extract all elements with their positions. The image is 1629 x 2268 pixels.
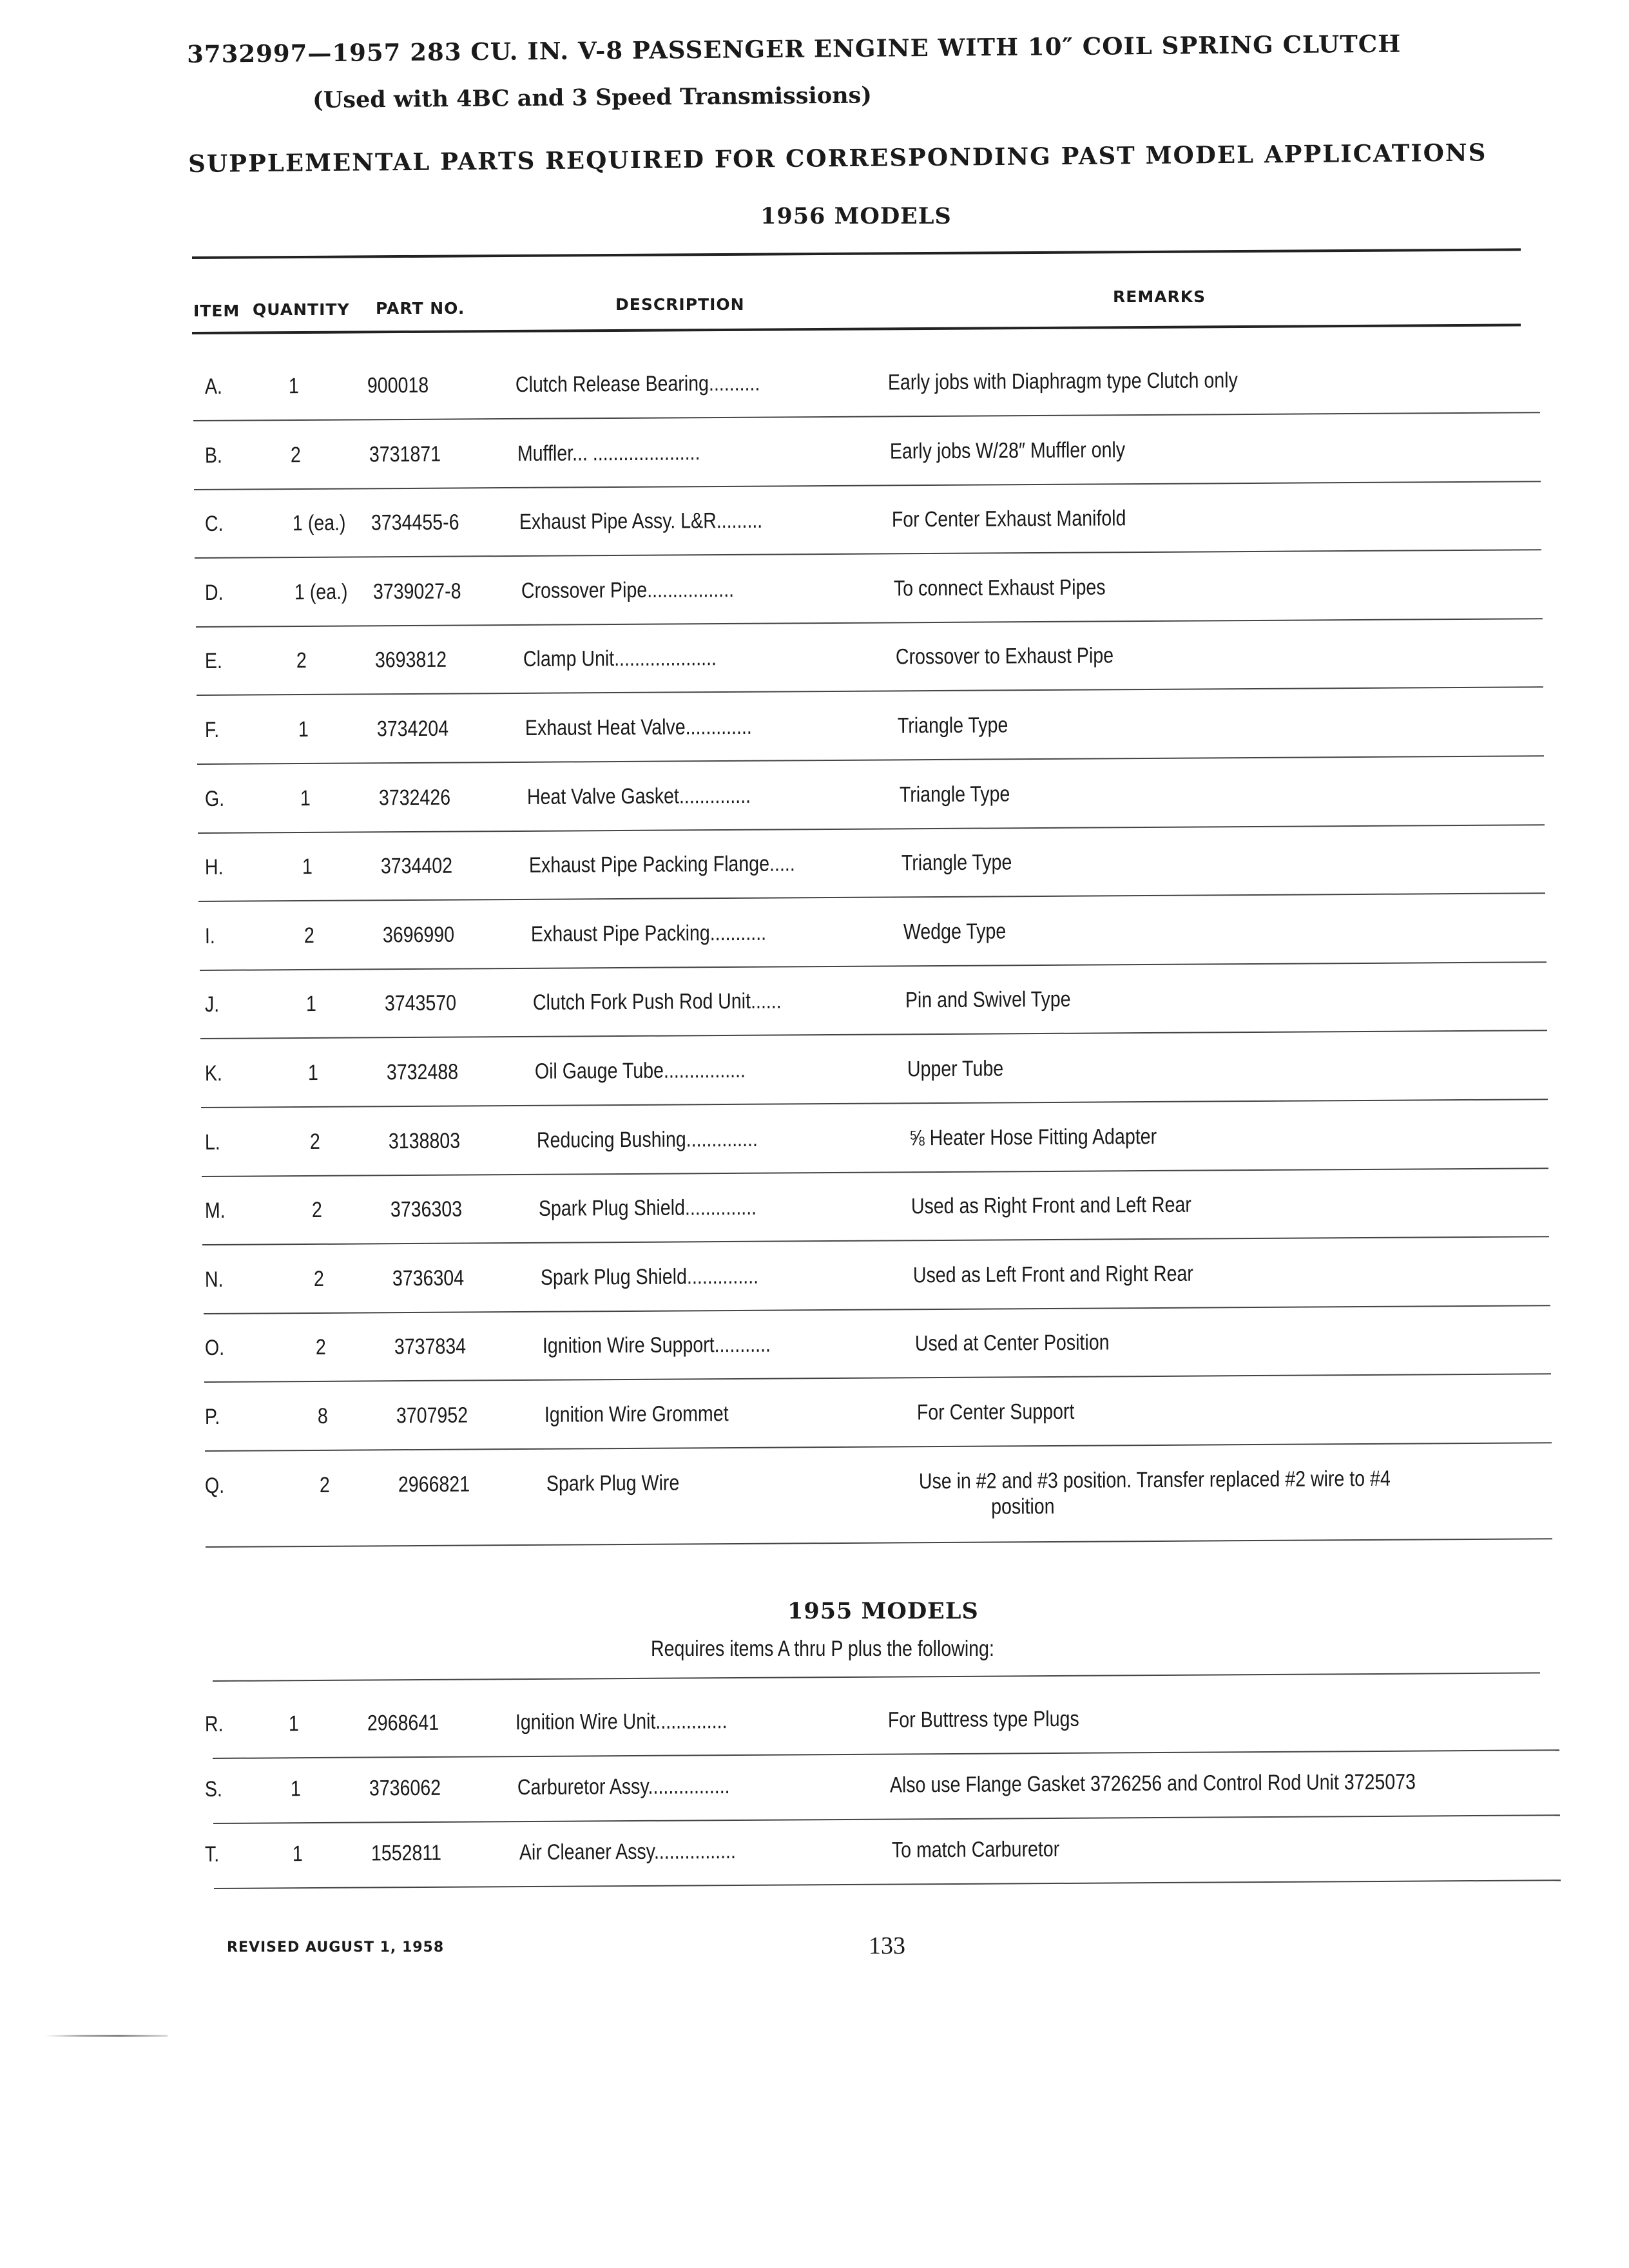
row-remarks: Early jobs W/28″ Muffler only (889, 437, 1126, 464)
row-item-letter: E. (204, 649, 223, 674)
row-divider (198, 824, 1545, 834)
row-quantity: 1 (300, 785, 311, 811)
models-1956-heading: 1956 MODELS (760, 203, 952, 229)
row-description: Exhaust Pipe Packing........... (530, 920, 767, 947)
row-item-letter: H. (204, 855, 224, 880)
row-part-number: 1552811 (371, 1841, 442, 1866)
row-quantity: 1 (307, 1060, 318, 1086)
column-header-description: DESCRIPTION (615, 295, 745, 314)
table-row (0, 1768, 1629, 1816)
table-row (0, 777, 1629, 825)
row-quantity: 2 (296, 648, 307, 673)
row-quantity: 2 (315, 1335, 326, 1360)
row-remarks: Triangle Type (897, 713, 1008, 738)
row-description: Spark Plug Wire (546, 1470, 680, 1496)
column-header-part-no: PART NO. (376, 299, 465, 318)
row-remarks: Used as Right Front and Left Rear (911, 1192, 1191, 1219)
section-title: SUPPLEMENTAL PARTS REQUIRED FOR CORRESPONDING PAST MODEL APPLICATIONS (188, 138, 1487, 178)
row-quantity: 2 (290, 442, 301, 467)
row-part-number: 3734204 (376, 716, 449, 742)
row-part-number: 3138803 (388, 1128, 461, 1153)
models-1955-note: Requires items A thru P plus the following: (651, 1637, 994, 1661)
row-description: Clamp Unit.................... (523, 646, 717, 672)
row-item-letter: O. (204, 1336, 225, 1361)
row-divider (197, 755, 1544, 765)
row-divider (201, 1099, 1548, 1108)
table-row (0, 503, 1629, 551)
row-remarks: Pin and Swivel Type (905, 987, 1071, 1013)
table-row (0, 846, 1629, 894)
row-item-letter: R. (204, 1711, 224, 1737)
row-divider (197, 687, 1543, 697)
table-row (0, 571, 1629, 619)
row-remarks: For Center Support (916, 1399, 1075, 1425)
row-description: Spark Plug Shield.............. (540, 1264, 759, 1290)
scan-mark (45, 2035, 168, 2037)
row-quantity: 8 (317, 1403, 328, 1428)
row-part-number: 3736303 (390, 1196, 463, 1222)
row-description: Clutch Release Bearing.......... (515, 370, 760, 398)
row-part-number: 3732426 (378, 785, 451, 811)
row-item-letter: J. (204, 992, 220, 1017)
row-part-number: 3736062 (369, 1775, 441, 1801)
row-item-letter: L. (204, 1129, 220, 1155)
row-quantity: 1 (302, 854, 313, 879)
row-item-letter: F. (204, 717, 220, 743)
row-divider (195, 549, 1541, 559)
row-divider (204, 1305, 1550, 1314)
row-quantity: 1 (305, 992, 316, 1017)
row-description: Ignition Wire Support........... (542, 1332, 771, 1359)
row-part-number: 3731871 (369, 441, 441, 467)
row-part-number: 2966821 (398, 1472, 470, 1497)
row-divider (204, 1374, 1551, 1383)
row-quantity: 1 (298, 717, 309, 742)
row-part-number: 3707952 (396, 1403, 468, 1428)
row-divider (213, 1814, 1560, 1824)
row-part-number: 3732488 (386, 1059, 459, 1085)
row-description: Ignition Wire Grommet (544, 1401, 729, 1427)
row-remarks: Upper Tube (907, 1056, 1004, 1082)
row-item-letter: S. (204, 1776, 223, 1802)
row-divider (213, 1749, 1559, 1759)
row-quantity: 2 (309, 1129, 320, 1154)
row-part-number: 3743570 (384, 991, 457, 1016)
row-description: Exhaust Heat Valve............. (525, 714, 752, 741)
engine-subtitle: (Used with 4BC and 3 Speed Transmissions) (313, 82, 872, 113)
row-quantity: 2 (319, 1472, 330, 1497)
table-row (0, 1833, 1629, 1881)
table-row (0, 709, 1629, 757)
row-item-letter: I. (204, 923, 215, 948)
column-header-item: ITEM (193, 302, 240, 320)
table-row (0, 434, 1629, 482)
row-item-letter: T. (204, 1842, 220, 1867)
row-quantity: 1 (288, 374, 299, 399)
row-divider (193, 412, 1540, 421)
row-divider (196, 618, 1543, 628)
row-remarks-continued: position (991, 1494, 1055, 1519)
table-row (0, 983, 1629, 1032)
column-header-remarks: REMARKS (1113, 287, 1206, 306)
table-row (0, 1052, 1629, 1100)
row-item-letter: N. (204, 1267, 224, 1292)
row-part-number: 3734402 (380, 853, 453, 879)
row-divider (202, 1236, 1549, 1245)
row-part-number: 2968641 (367, 1710, 439, 1736)
row-remarks: Triangle Type (901, 850, 1012, 876)
engine-title: 3732997—1957 283 CU. IN. V-8 PASSENGER ENGINE WITH 10″ COIL SPRING CLUTCH (187, 29, 1402, 68)
row-part-number: 3734455-6 (371, 510, 459, 535)
row-remarks: Wedge Type (903, 919, 1007, 945)
table-row (0, 1120, 1629, 1169)
row-quantity: 1 (292, 1841, 303, 1867)
row-description: Crossover Pipe................. (521, 577, 735, 603)
row-description: Muffler... ..................... (517, 439, 700, 466)
table-row (0, 1258, 1629, 1306)
row-divider (200, 961, 1547, 971)
row-remarks: Early jobs with Diaphragm type Clutch only (887, 368, 1238, 395)
row-part-number: 3736304 (392, 1265, 465, 1291)
row-part-number: 3737834 (394, 1334, 467, 1360)
row-divider (194, 481, 1541, 490)
table-row (0, 1703, 1629, 1751)
row-item-letter: P. (204, 1404, 220, 1430)
row-item-letter: D. (204, 580, 224, 605)
row-remarks: For Buttress type Plugs (887, 1706, 1079, 1733)
row-divider (205, 1442, 1552, 1452)
row-description: Exhaust Pipe Packing Flange..... (528, 851, 795, 878)
row-part-number: 3739027-8 (372, 579, 461, 604)
row-remarks: To connect Exhaust Pipes (893, 575, 1106, 601)
row-part-number: 3696990 (382, 922, 455, 948)
row-quantity: 2 (311, 1198, 322, 1223)
row-quantity: 1 (290, 1776, 301, 1802)
row-quantity: 1 (288, 1711, 299, 1736)
row-remarks: To match Carburetor (891, 1837, 1060, 1863)
row-quantity: 2 (304, 923, 314, 948)
row-quantity: 2 (313, 1266, 324, 1291)
row-item-letter: K. (204, 1061, 223, 1086)
table-row (0, 365, 1629, 414)
row-part-number: 900018 (367, 372, 429, 398)
row-description: Air Cleaner Assy................ (519, 1839, 736, 1865)
row-description: Heat Valve Gasket.............. (526, 783, 751, 809)
row-remarks: Crossover to Exhaust Pipe (895, 643, 1114, 669)
row-quantity: 1 (ea.) (292, 510, 346, 536)
table-row (0, 1189, 1629, 1238)
column-header-rule (192, 323, 1521, 334)
row-remarks: Triangle Type (899, 782, 1010, 807)
row-quantity: 1 (ea.) (294, 579, 348, 605)
row-description: Exhaust Pipe Assy. L&R......... (519, 508, 763, 535)
row-item-letter: A. (204, 374, 223, 399)
table-1955-top-rule (213, 1672, 1540, 1682)
row-divider (206, 1538, 1552, 1548)
table-row (0, 914, 1629, 963)
row-part-number: 3693812 (374, 648, 447, 673)
row-remarks: Used as Left Front and Right Rear (912, 1261, 1193, 1288)
table-row (0, 1396, 1629, 1444)
page-number: 133 (869, 1932, 905, 1959)
row-description: Oil Gauge Tube................ (534, 1057, 746, 1084)
row-description: Spark Plug Shield.............. (538, 1195, 757, 1222)
row-remarks: Use in #2 and #3 position. Transfer replaced #2 wire to #4 (918, 1466, 1391, 1494)
row-description: Carburetor Assy................ (517, 1774, 730, 1800)
column-header-quantity: QUANTITY (253, 300, 350, 319)
row-description: Ignition Wire Unit.............. (515, 1709, 728, 1735)
row-description: Clutch Fork Push Rod Unit...... (532, 988, 782, 1015)
row-description: Reducing Bushing.............. (536, 1126, 758, 1153)
row-item-letter: B. (204, 443, 223, 468)
models-1955-heading: 1955 MODELS (787, 1598, 979, 1624)
table-row (0, 1464, 1629, 1519)
row-item-letter: M. (204, 1198, 226, 1224)
row-remarks: Used at Center Position (914, 1330, 1110, 1356)
table-top-rule (192, 248, 1521, 259)
row-item-letter: Q. (204, 1473, 225, 1498)
row-remarks: For Center Exhaust Manifold (891, 506, 1126, 532)
row-divider (202, 1168, 1548, 1177)
row-remarks: ⅝ Heater Hose Fitting Adapter (909, 1124, 1157, 1150)
row-remarks: Also use Flange Gasket 3726256 and Control Rod Unit 3725073 (889, 1769, 1416, 1798)
table-row (0, 1327, 1629, 1375)
table-row (0, 640, 1629, 688)
row-divider (200, 1030, 1547, 1040)
revision-date: REVISED AUGUST 1, 1958 (227, 1939, 445, 1956)
row-item-letter: C. (204, 512, 224, 537)
row-divider (198, 892, 1545, 902)
row-divider (214, 1879, 1561, 1889)
row-item-letter: G. (204, 786, 225, 811)
